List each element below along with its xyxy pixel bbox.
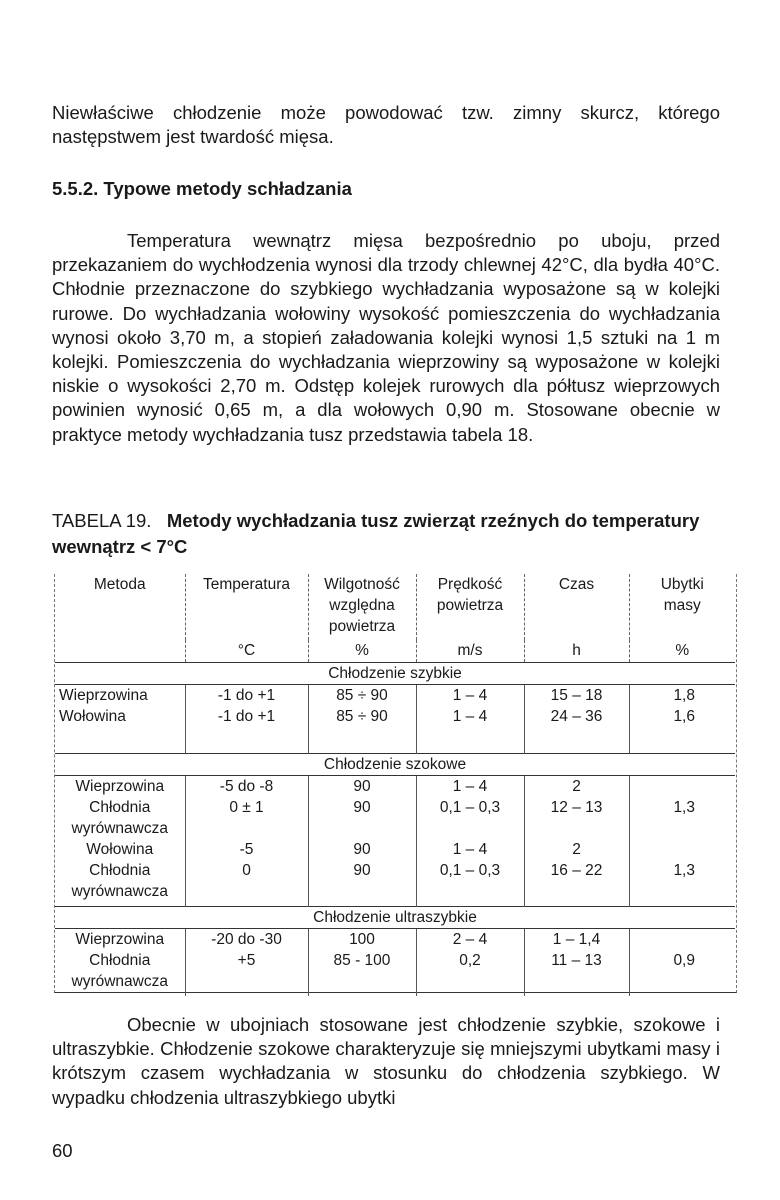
table-cell: -5 0 <box>185 839 308 907</box>
table-cell: -20 do -30 +5 <box>185 929 308 997</box>
table-header-cell: Metoda <box>93 576 146 593</box>
table-header-cell: Temperatura <box>185 574 308 640</box>
table-unit-cell: h <box>524 640 629 663</box>
table-group-row <box>55 663 735 685</box>
table-cell: 100 85 - 100 <box>308 929 416 997</box>
table-unit-cell: m/s <box>416 640 524 663</box>
table-cell: Wieprzowina Wołowina <box>59 687 148 725</box>
table-cell: 2 12 – 13 <box>524 776 629 840</box>
table-unit-row <box>55 640 735 663</box>
table-header-cell: Czas <box>524 574 629 640</box>
table-cell: 1,3 <box>629 839 735 907</box>
table-cell: Wieprzowina Chłodnia wyrównawcza <box>71 778 168 837</box>
table-row <box>55 929 735 997</box>
body-paragraph: Temperatura wewnątrz mięsa bezpośrednio po uboju, przed przekazaniem do wychłodzenia wynosi dla trzody chlewnej 42°C, dla bydła 40°C. Chłodnie przeznaczone do szybkiego wychładzania wyposażone są w kolejki rurowe. Do wychładzania wołowiny wysokość pomieszczenia do wychładzania wynosi około 3,70 m, a stopień załadowania kolejki wynosi 1,5 sztuki na 1 m kolejki. Pomieszczenia do wychładzania wieprzowiny są wyposażone w kolejki niskie o wysokości 2,70 m. Odstęp kolejek rurowych dla półtusz wieprzowych powinien wynosić 0,65 m, a dla wołowych 0,90 m. Stosowane obecnie w praktyce metody wychładzania tusz przedstawia tabela 18. <box>52 230 720 445</box>
table-cell: 1,8 1,6 <box>629 685 735 754</box>
table-cell: 1 – 4 0,1 – 0,3 <box>416 839 524 907</box>
table-cell: 0,9 <box>629 929 735 997</box>
table-header-row <box>55 574 735 640</box>
table-unit-cell: % <box>308 640 416 663</box>
cooling-methods-table <box>55 574 735 996</box>
table-cell: Wołowina Chłodnia wyrównawcza <box>71 841 168 900</box>
table-group-label: Chłodzenie szokowe <box>55 754 735 776</box>
table-unit-cell: °C <box>185 640 308 663</box>
table-cell: -1 do +1 -1 do +1 <box>185 685 308 754</box>
table-cell: 85 ÷ 90 85 ÷ 90 <box>308 685 416 754</box>
table-cell: 1 – 4 1 – 4 <box>416 685 524 754</box>
table-header-cell: Ubytki masy <box>629 574 735 640</box>
table-row <box>55 776 735 840</box>
table-cell: 90 90 <box>308 776 416 840</box>
table-cell: Wieprzowina Chłodnia wyrównawcza <box>71 931 168 990</box>
table-header-cell: Wilgotność względna powietrza <box>308 574 416 640</box>
table-cell: 1,3 <box>629 776 735 840</box>
page-number: 60 <box>52 1140 73 1161</box>
table-row <box>55 685 735 754</box>
table-row <box>55 839 735 907</box>
table-cell: 1 – 1,4 11 – 13 <box>524 929 629 997</box>
table-caption-title: Metody wychładzania tusz zwierząt rzeźnych do temperatury wewnątrz < 7°C <box>52 510 700 557</box>
table-unit-cell: % <box>629 640 735 663</box>
table-group-label: Chłodzenie szybkie <box>55 663 735 685</box>
table-cell: 2 – 4 0,2 <box>416 929 524 997</box>
table-cell: 2 16 – 22 <box>524 839 629 907</box>
table-cell: 15 – 18 24 – 36 <box>524 685 629 754</box>
table-group-label: Chłodzenie ultraszybkie <box>55 907 735 929</box>
section-heading: 5.5.2. Typowe metody schładzania <box>52 178 352 199</box>
table-unit-cell <box>55 640 185 663</box>
table-header-cell: Prędkość powietrza <box>416 574 524 640</box>
closing-paragraph: Obecnie w ubojniach stosowane jest chłodzenie szybkie, szokowe i ultraszybkie. Chłodzenie szokowe charakteryzuje się mniejszymi ubytkami masy i krótszym czasem wychładzania w stosunku do chłodzenia szybkiego. W wypadku chłodzenia ultraszybkiego ubytki <box>52 1014 720 1108</box>
table-cell: 1 – 4 0,1 – 0,3 <box>416 776 524 840</box>
table-caption <box>52 508 720 560</box>
table-group-row <box>55 754 735 776</box>
table-cell: -5 do -8 0 ± 1 <box>185 776 308 840</box>
table-cell: 90 90 <box>308 839 416 907</box>
intro-paragraph: Niewłaściwe chłodzenie może powodować tzw. zimny skurcz, którego następstwem jest twardość mięsa. <box>52 102 720 148</box>
table-group-row <box>55 907 735 929</box>
table-caption-label: TABELA 19. <box>52 510 152 531</box>
